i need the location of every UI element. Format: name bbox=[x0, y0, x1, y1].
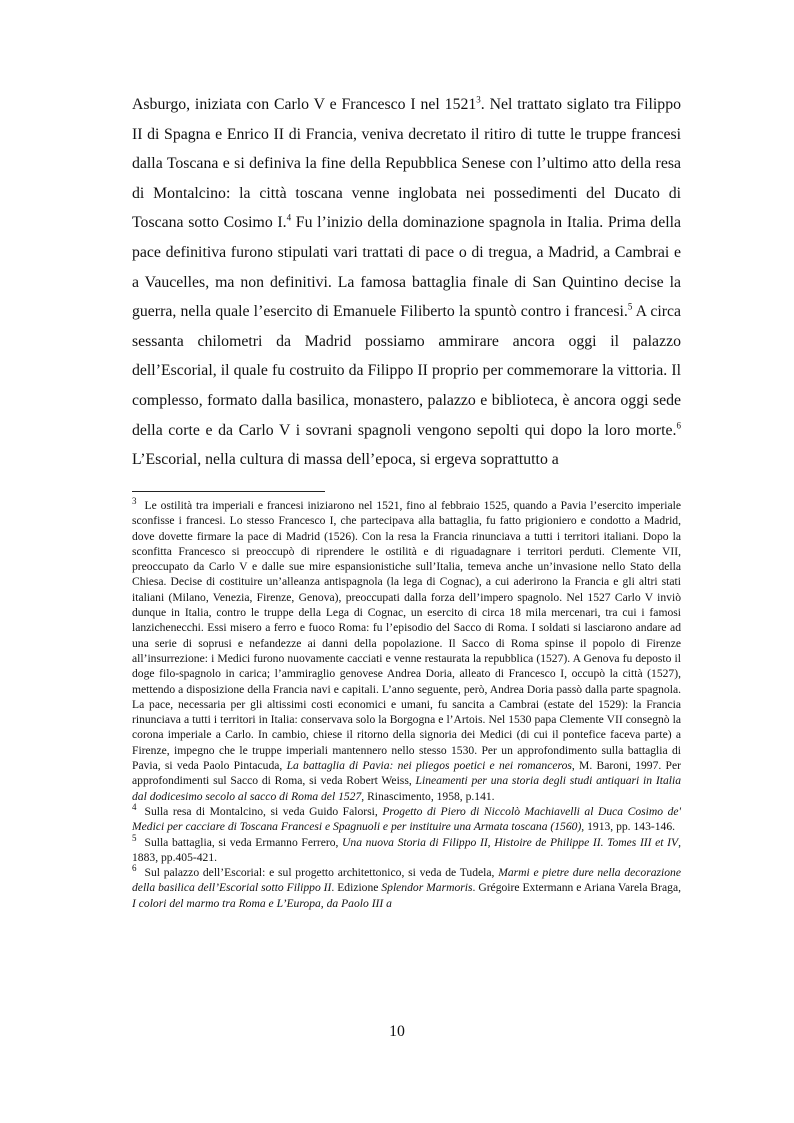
footnote-text: , Rinascimento, 1958, p.141. bbox=[361, 789, 495, 803]
text-run: L’Escorial, nella cultura di massa dell’epoca, si ergeva soprattutto a bbox=[132, 451, 559, 469]
main-text bbox=[132, 90, 681, 475]
footnote-number: 4 bbox=[132, 802, 137, 813]
footnote-text: Le ostilità tra imperiali e francesi iniziarono nel 1521, fino al febbraio 1525, quando a Pavia l’esercito imperiale sconfisse i francesi. Lo stesso Francesco I, che partecipava alla battaglia, fu fatto prigioniero e condotto a Madrid, dove dovette firmare la pace di Madrid (1526). Con la resa la Francia rinunciava a tutti i territori italiani. Dopo la sconfitta Francesco si preoccupò di riprendere le ostilità e di riguadagnare i territori perduti. Clemente VII, preoccupato da Carlo V e dalle sue mire espansionistiche sull’Italia, temeva anche un’invasione nello Stato della Chiesa. Decise di costituire un’alleanza antispagnola (la lega di Cognac), a cui aderirono la Francia e gli altri stati italiani (Milano, Venezia, Firenze, Genova), preoccupati dalla forza dell’impero spagnolo. Nel 1527 Carlo V inviò dunque in Italia, contro le truppe della Lega di Cognac, un esercito di circa 18 mila mercenari, tra cui i famosi lanzichenecchi. Essi misero a ferro e fuoco Roma: fu l’episodio del Sacco di Roma. I soldati si lasciarono andare ad una serie di soprusi e nefandezze ai danni della popolazione. Il Sacco di Roma spinse il popolo di Firenze all’insurrezione: i Medici furono nuovamente cacciati e venne restaurata la repubblica (1527). A Genova fu deposto il doge filo-spagnolo in carica; l’ammiraglio genovese Andrea Doria, alleato di Francesco I, occupò la città (1527), mettendo a disposizione della Francia navi e capitali. L’anno seguente, però, Andrea Doria passò dalla parte spagnola. La pace, necessaria per gli altissimi costi economici e umani, fu sancita a Cambrai (estate del 1529): la Francia rinunciava a tutti i territori in Italia: conservava solo la Borgogna e l’Artois. Nel 1530 papa Clemente VII consegnò la corona imperiale a Carlo. In cambio, chiese il ritorno della signoria dei Medici (di cui il pontefice faceva parte) a Firenze, impegno che le truppe imperiali mantennero nello stesso 1530. Per un approfondimento sulla battaglia di Pavia, si veda Paolo Pintacuda, bbox=[132, 499, 681, 773]
footnote-text: , M. Baroni, 1997. Per approfondimenti sul Sacco di Roma, si veda Robert Weiss, bbox=[132, 759, 681, 788]
footnote-number: 3 bbox=[132, 496, 137, 507]
footnote-5 bbox=[132, 832, 681, 866]
footnote-ref-6[interactable]: 6 bbox=[676, 420, 681, 431]
footnote-title: I colori del marmo tra Roma e L’Europa, da Paolo III a bbox=[132, 896, 392, 910]
footnote-title: Progetto di Piero di Niccolò Machiavelli al Duca Cosimo de' Medici per cacciare di Toscana Francesi e Spagnuoli e per instituire una Armata toscana (1560), bbox=[132, 804, 681, 834]
footnote-text: 1913, pp. 143-146. bbox=[584, 820, 676, 834]
footnote-text: Sulla resa di Montalcino, si veda Guido Falorsi, bbox=[144, 804, 383, 818]
footnote-number: 6 bbox=[132, 863, 137, 874]
footnote-title: Splendor Marmoris bbox=[381, 881, 473, 895]
text-run: . Nel trattato siglato tra Filippo II di Spagna e Enrico II di Francia, veniva decretato il ritiro di tutte le truppe francesi dalla Toscana e si definiva la fine della Repubblica Senese con l’ultimo atto della resa di Montalcino: la città toscana venne inglobata nei possedimenti del Ducato di Toscana sotto Cosimo I. bbox=[132, 96, 682, 232]
footnote-title: La battaglia di Pavia: nei pliegos poetici e nei romanceros bbox=[286, 759, 572, 773]
footnote-text: Sul palazzo dell’Escorial: e sul progetto architettonico, si veda de Tudela, bbox=[144, 866, 499, 880]
footnote-text: . Edizione bbox=[331, 881, 382, 895]
page-number: 10 bbox=[389, 1023, 405, 1040]
footnote-6 bbox=[132, 865, 681, 911]
text-run: Fu l’inizio della dominazione spagnola in Italia. Prima della pace definitiva furono stipulati vari trattati di pace o di tregua, a Madrid, a Cambrai e a Vaucelles, ma non definitivi. La famosa battaglia finale di San Quintino decise la guerra, nella quale l’esercito di Emanuele Filiberto la spuntò contro i francesi. bbox=[132, 214, 681, 321]
footnote-title: Una nuova Storia di Filippo II, Histoire de Philippe II. Tomes III et IV bbox=[342, 835, 679, 849]
footnote-number: 5 bbox=[132, 832, 137, 843]
footnote-text: , 1883, pp.405-421. bbox=[132, 835, 681, 864]
footnote-ref-3[interactable]: 3 bbox=[476, 94, 481, 105]
footnote-3 bbox=[132, 498, 681, 804]
footnote-title: Lineamenti per una storia degli studi antiquari in Italia dal dodicesimo secolo al sacco di Roma del 1527 bbox=[132, 774, 681, 803]
footnote-text: Sulla battaglia, si veda Ermanno Ferrero, bbox=[144, 835, 343, 849]
body-paragraph bbox=[132, 90, 681, 475]
footnote-text: . Grégoire Extermann e Ariana Varela Braga, bbox=[472, 881, 681, 895]
footnote-ref-4[interactable]: 4 bbox=[286, 213, 292, 224]
footnote-4 bbox=[132, 804, 681, 835]
footnote-ref-5[interactable]: 5 bbox=[627, 301, 633, 312]
text-run: Asburgo, iniziata con Carlo V e Francesco I nel 1521 bbox=[132, 96, 477, 113]
footnote-title: Marmi e pietre dure nella decorazione della basilica dell’Escorial sotto Filippo II bbox=[132, 866, 681, 895]
footnote-separator bbox=[132, 491, 325, 492]
text-run: A circa sessanta chilometri da Madrid possiamo ammirare ancora oggi il palazzo dell’Escorial, il quale fu costruito da Filippo II proprio per commemorare la vittoria. Il complesso, formato dalla basilica, monastero, palazzo e biblioteca, è ancora oggi sede della corte e da Carlo V i sovrani spagnoli vengono sepolti qui dopo la loro morte. bbox=[132, 303, 682, 439]
footnotes bbox=[132, 498, 681, 911]
